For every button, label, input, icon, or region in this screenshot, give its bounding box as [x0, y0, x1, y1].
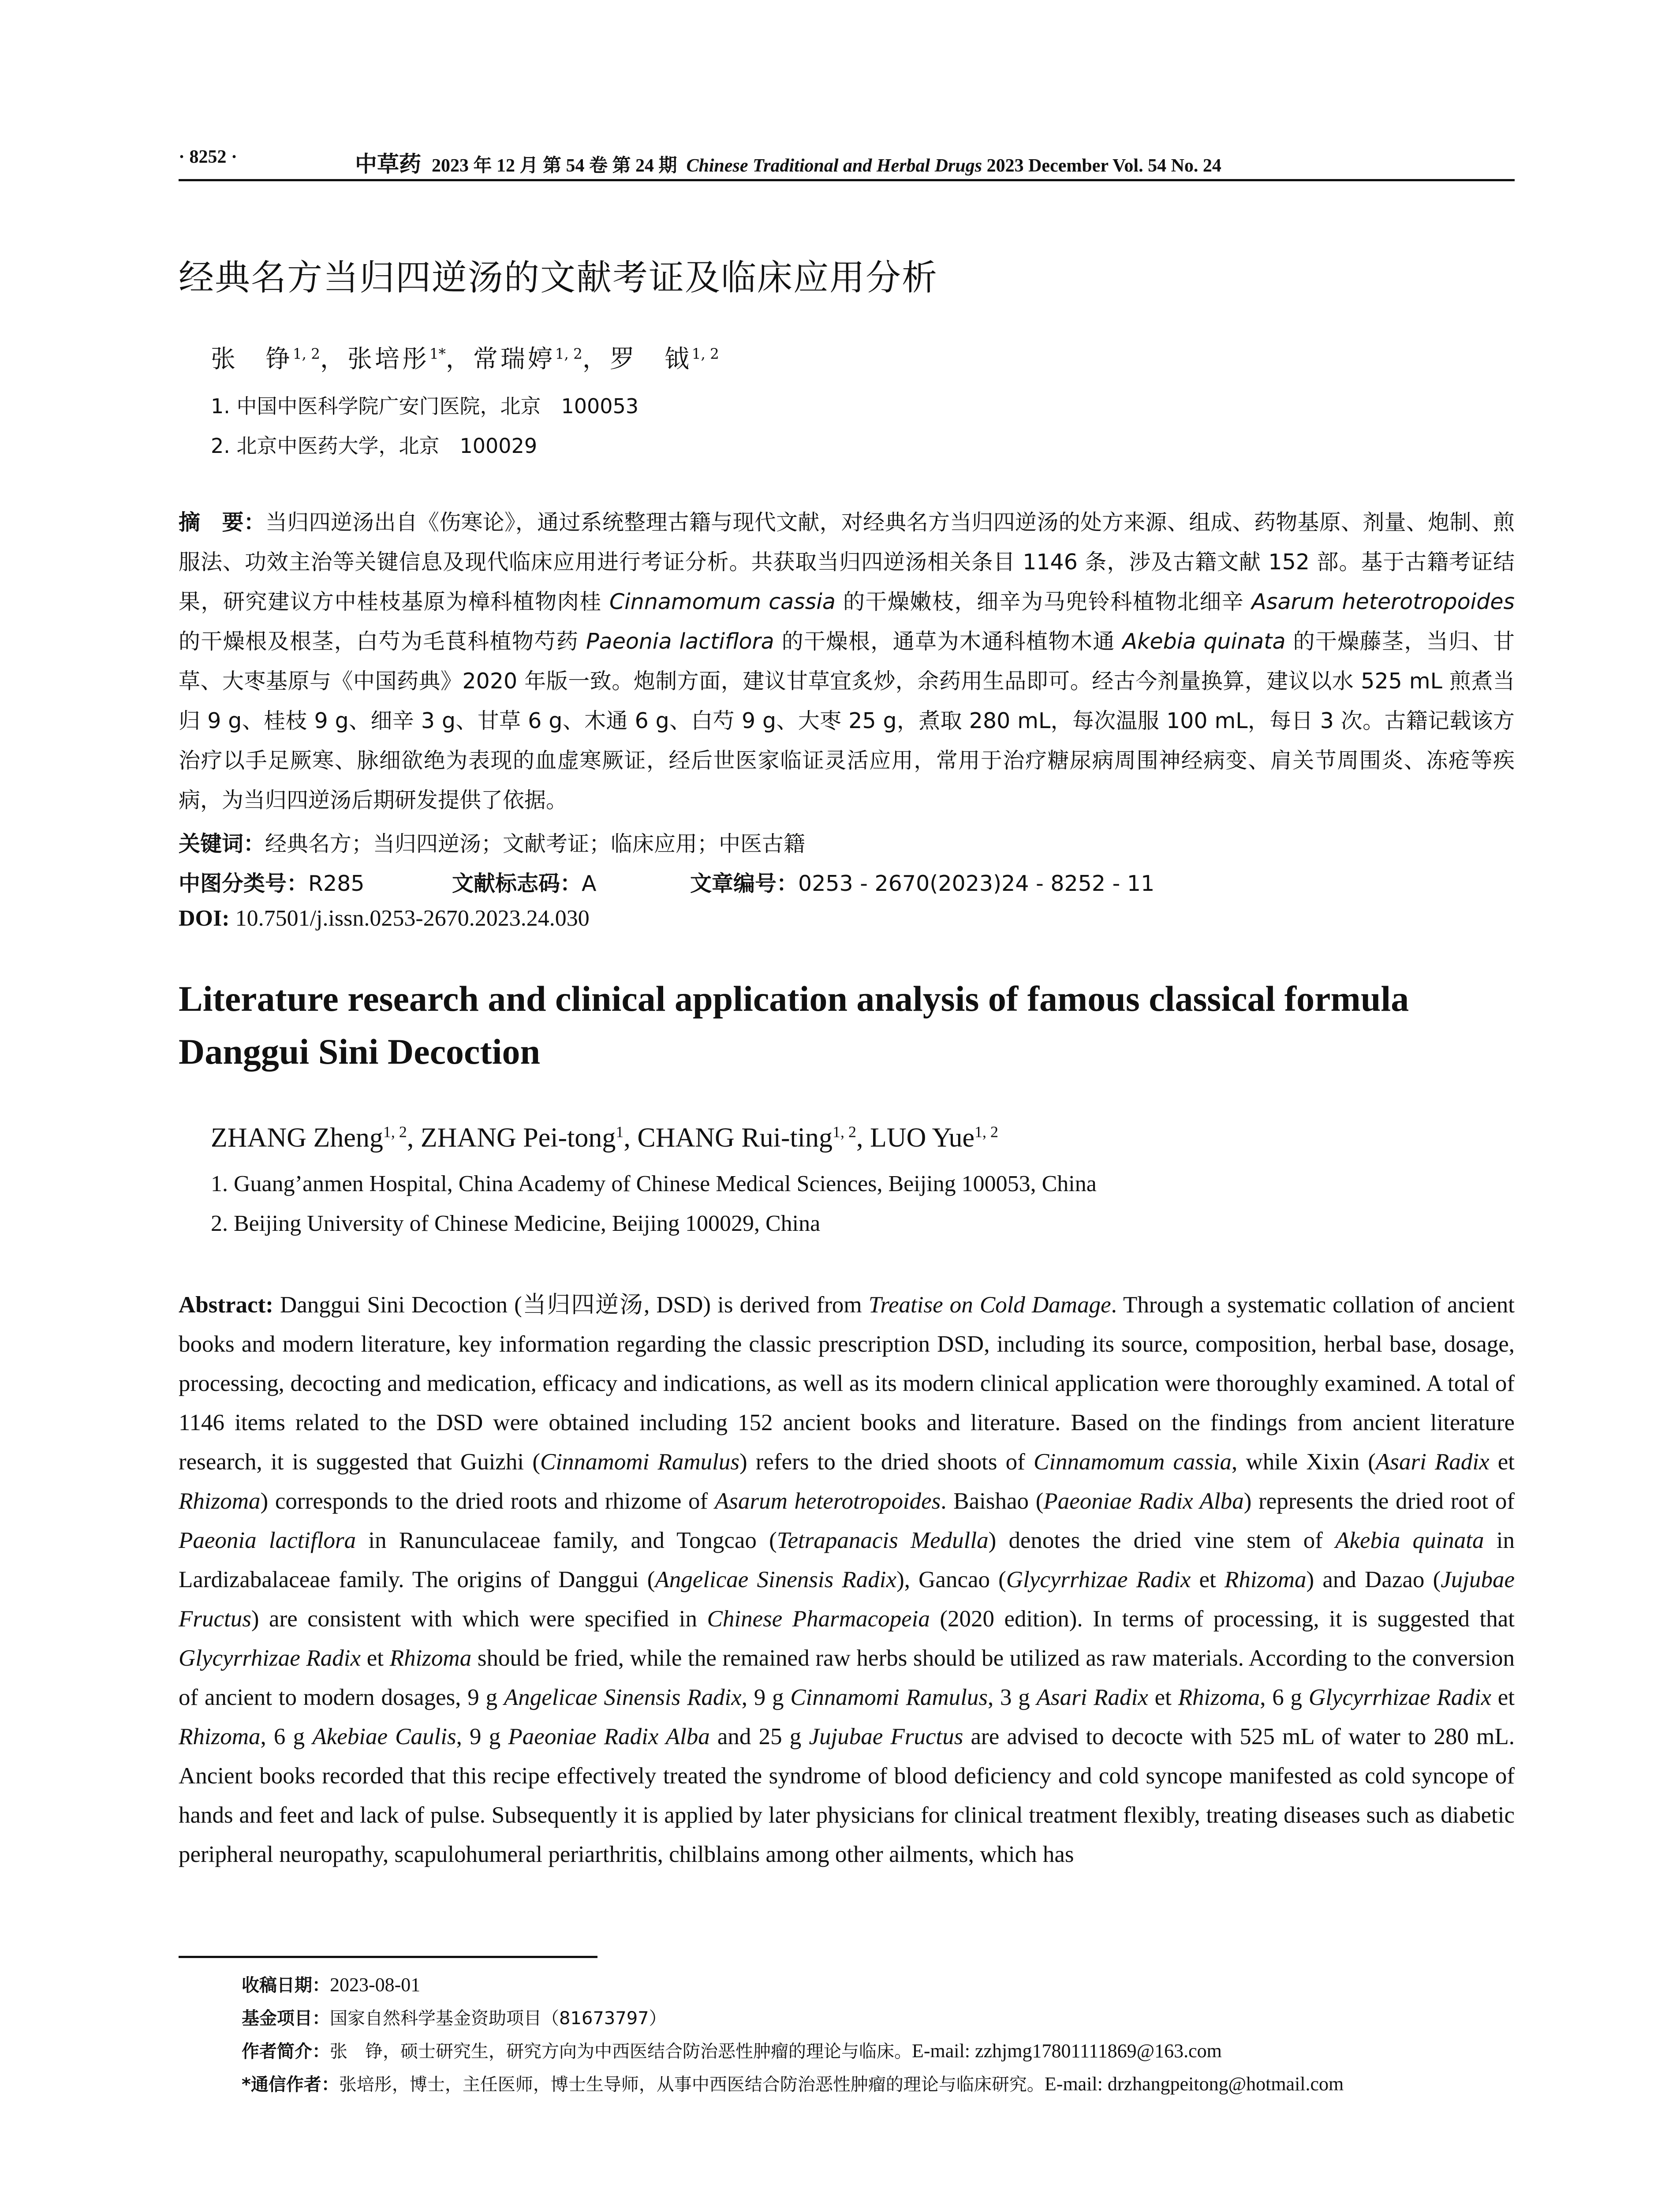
doc-code-value: A [582, 871, 597, 896]
abstract-text: ) refers to the dried shoots of [739, 1449, 1034, 1475]
abstract-italic-term: Glycyrrhizae Radix [1006, 1567, 1191, 1592]
running-header [179, 146, 1515, 181]
abstract-text: et [1491, 1685, 1515, 1710]
abstract-text: . Baishao ( [941, 1488, 1044, 1514]
affiliation-cn: 2. 北京中医药大学，北京 100029 [211, 434, 538, 458]
species-name: Cinnamomum cassia [609, 589, 836, 614]
footnote-label: 作者简介： [242, 2041, 330, 2062]
species-name: Akebia quinata [1122, 629, 1286, 654]
abstract-text: , 9 g [456, 1724, 508, 1749]
affiliation-en: 2. Beijing University of Chinese Medicine, Beijing 100029, China [211, 1211, 821, 1236]
affiliation-cn: 1. 中国中医科学院广安门医院，北京 100053 [211, 394, 639, 418]
author-email[interactable]: E-mail: zzhjmg17801111869@163.com [912, 2040, 1222, 2062]
clc-value: R285 [308, 871, 365, 896]
abstract-italic-term: Paeoniae Radix Alba [1043, 1488, 1244, 1514]
abstract-italic-term: Cinnamomi Ramulus [790, 1685, 988, 1710]
abstract-text: (2020 edition). In terms of processing, it is suggested that [930, 1606, 1515, 1632]
author-affil-mark: 1 [616, 1123, 624, 1141]
author-list-en: ZHANG Zheng$^{1, 2}$, ZHANG Pei-tong$^1$, CHANG Rui-ting$^{1, 2}$, LUO Yue$^{1, 2}$ [211, 1123, 998, 1153]
footnote-label: 基金项目： [242, 2008, 330, 2029]
abstract-text: , 6 g [1260, 1685, 1309, 1710]
author-name: CHANG Rui-ting [637, 1123, 833, 1153]
author-name: 罗 钺 [609, 345, 692, 374]
abstract-text: , while Xixin ( [1232, 1449, 1376, 1475]
footnote-received [242, 1971, 420, 1996]
abstract-text: et [361, 1645, 390, 1671]
clc-label: 中图分类号： [179, 871, 309, 896]
author-name: 张培彤 [347, 345, 429, 374]
abstract-text: ) corresponds to the dried roots and rhizome of [260, 1488, 715, 1514]
abstract-italic-term: Asari Radix [1036, 1685, 1148, 1710]
author-list-cn: 张 铮$^{1, 2}$，张培彤$^{1*}$，常瑞婷$^{1, 2}$，罗 钺$^{1, 2}$ [211, 345, 719, 374]
author-name: 张 铮 [211, 345, 293, 374]
footnote-value: 2023-08-01 [330, 1974, 421, 1996]
author-affil-mark: 1, 2 [555, 345, 582, 363]
species-name: Paeonia lactiflora [586, 629, 774, 654]
author-affil-mark: 1, 2 [833, 1123, 856, 1141]
article-title-en: Literature research and clinical application analysis of famous classical formula Danggui Sini Decoction [179, 979, 1409, 1072]
classification-row [179, 867, 1154, 897]
abstract-text: , 3 g [987, 1685, 1037, 1710]
abstract-text: . Through a systematic collation of ancient books and modern literature, key information regarding the classic prescription DSD, including its source, composition, herbal base, dosage, processing, decocting and medication, efficacy and indications, as well as its modern clinical application were thoroughly examined. A total of 1146 items related to the DSD were obtained including 152 ancient books and literature. Based on the findings from ancient literature research, it is suggested that Guizhi ( [179, 1292, 1515, 1475]
doi-link[interactable]: 10.7501/j.issn.0253-2670.2023.24.030 [235, 906, 590, 931]
abstract-italic-term: Rhizoma [1225, 1567, 1307, 1592]
article-no-label: 文章编号： [690, 871, 799, 896]
abstract-italic-term: Angelicae Sinensis Radix [655, 1567, 897, 1592]
doi-line [179, 905, 590, 931]
abstract-text: in Ranunculaceae family, and Tongcao ( [356, 1528, 777, 1553]
abstract-text: and 25 g [709, 1724, 809, 1749]
abstract-text: , 6 g [260, 1724, 313, 1749]
footnote-label: *通信作者： [242, 2074, 339, 2095]
abstract-text: ), Gancao ( [896, 1567, 1006, 1592]
article-no-value: 0253 - 2670(2023)24 - 8252 - 11 [798, 871, 1155, 896]
abstract-text: et [1191, 1567, 1225, 1592]
affiliation-en: 1. Guang’anmen Hospital, China Academy of Chinese Medical Sciences, Beijing 100053, China [211, 1171, 1097, 1196]
abstract-text: et [1489, 1449, 1515, 1475]
abstract-italic-term: Chinese Pharmacopeia [707, 1606, 930, 1632]
abstract-italic-term: Akebiae Caulis [312, 1724, 456, 1749]
author-affil-mark: 1* [429, 345, 446, 363]
abstract-italic-term: Rhizoma [179, 1724, 261, 1749]
abstract-italic-term: Angelicae Sinensis Radix [504, 1685, 742, 1710]
journal-issue-en: 2023 December Vol. 54 No. 24 [986, 156, 1221, 176]
abstract-italic-term: Rhizoma [1178, 1685, 1260, 1710]
abstract-italic-term: Akebia quinata [1335, 1528, 1484, 1553]
author-affil-mark: 1, 2 [974, 1123, 998, 1141]
abstract-text: Danggui Sini Decoction (当归四逆汤, DSD) is derived from [273, 1292, 869, 1318]
abstract-text: 的干燥嫩枝，细辛为马兜铃科植物北细辛 [835, 589, 1252, 614]
abstract-label-cn: 摘 要： [179, 510, 266, 535]
abstract-cn [179, 503, 1515, 820]
journal-name-cn: 中草药 [355, 151, 421, 177]
species-name: Asarum heterotropoides [1251, 589, 1515, 614]
footnote-value: 张培彤，博士，主任医师，博士生导师，从事中西医结合防治恶性肿瘤的理论与临床研究。 [339, 2074, 1045, 2095]
abstract-italic-term: Asarum heterotropoides [714, 1488, 941, 1514]
author-affil-mark: 1, 2 [383, 1123, 407, 1141]
keywords-text: 经典名方；当归四逆汤；文献考证；临床应用；中医古籍 [265, 831, 806, 856]
abstract-text: ) and Dazao ( [1306, 1567, 1441, 1592]
abstract-italic-term: Glycyrrhizae Radix [179, 1645, 361, 1671]
abstract-text: et [1148, 1685, 1178, 1710]
author-name: LUO Yue [870, 1123, 974, 1153]
author-name: 常瑞婷 [473, 345, 555, 374]
author-name: ZHANG Zheng [211, 1123, 383, 1153]
abstract-text: ) denotes the dried vine stem of [988, 1528, 1336, 1553]
abstract-italic-term: Cinnamomum cassia [1033, 1449, 1232, 1475]
doc-code-label: 文献标志码： [452, 871, 582, 896]
abstract-italic-term: Glycyrrhizae Radix [1308, 1685, 1491, 1710]
journal-name-en: Chinese Traditional and Herbal Drugs [686, 156, 982, 176]
abstract-text: ) are consistent with which were specified in [251, 1606, 707, 1632]
page-number: · 8252 · [179, 147, 238, 167]
footnote-author-bio [242, 2037, 1222, 2063]
abstract-en [179, 1286, 1515, 1874]
abstract-italic-term: Tetrapanacis Medulla [777, 1528, 989, 1553]
corresponding-email[interactable]: E-mail: drzhangpeitong@hotmail.com [1044, 2073, 1344, 2095]
footnote-value: 国家自然科学基金资助项目（81673797） [330, 2008, 667, 2029]
abstract-italic-term: Jujubae Fructus [809, 1724, 963, 1749]
keywords-cn [179, 827, 805, 858]
abstract-italic-term: Cinnamomi Ramulus [540, 1449, 740, 1475]
footnote-value: 张 铮，硕士研究生，研究方向为中西医结合防治恶性肿瘤的理论与临床。 [330, 2041, 912, 2062]
footnote-divider [179, 1956, 597, 1958]
abstract-italic-term: Paeonia lactiflora [179, 1528, 356, 1553]
doi-label: DOI: [179, 906, 230, 931]
article-title-cn: 经典名方当归四逆汤的文献考证及临床应用分析 [179, 257, 938, 298]
abstract-text: should be fried, while the remained raw herbs should be utilized as raw materials. According to the conversion of ancient to modern dosages, 9 g [179, 1645, 1515, 1710]
abstract-text: 当归四逆汤出自《伤寒论》，通过系统整理古籍与现代文献，对经典名方当归四逆汤的处方来源、组成、药物基原、剂量、炮制、煎服法、功效主治等关键信息及现代临床应用进行考证分析。共获取当归四逆汤相关条目 1146 条，涉及古籍文献 152 部。基于古籍考证结果，研究建议方中桂枝基原为樟科植物肉桂 [179, 510, 1515, 614]
footnote-corresponding [242, 2070, 1344, 2096]
abstract-italic-term: Treatise on Cold Damage [868, 1292, 1111, 1318]
abstract-text: , 9 g [741, 1685, 791, 1710]
footnote-label: 收稿日期： [242, 1975, 330, 1996]
abstract-italic-term: Paeoniae Radix Alba [508, 1724, 710, 1749]
journal-info [355, 146, 1221, 178]
author-affil-mark: 1, 2 [293, 345, 320, 363]
abstract-text: 的干燥根，通草为木通科植物木通 [774, 629, 1123, 654]
abstract-text: 的干燥藤茎，当归、甘草、大枣基原与《中国药典》2020 年版一致。炮制方面，建议甘草宜炙炒，余药用生品即可。经古今剂量换算，建议以水 525 mL 煎煮当归 9 g、桂枝 9 g、细辛 3 g、甘草 6 g、木通 6 g、白芍 9 g、大枣 25 g，煮取 280 mL，每次温服 100 mL，每日 3 次。古籍记载该方治疗以手足厥寒、脉细欲绝为表现的血虚寒厥证，经后世医家临证灵活应用，常用于治疗糖尿病周围神经病变、肩关节周围炎、冻疮等疾病，为当归四逆汤后期研发提供了依据。 [179, 629, 1515, 813]
abstract-italic-term: Rhizoma [179, 1488, 261, 1514]
journal-issue-cn: 2023 年 12 月 第 54 卷 第 24 期 [432, 156, 677, 176]
abstract-text: are advised to decocte with 525 mL of water to 280 mL. Ancient books recorded that this recipe effectively treated the syndrome of blood deficiency and cold syncope manifested as cold syncope of hands and feet and lack of pulse. Subsequently it is applied by later physicians for clinical treatment flexibly, treating diseases such as diabetic peripheral neuropathy, scapulohumeral periarthritis, chilblains among other ailments, which has [179, 1724, 1515, 1867]
abstract-text: 的干燥根及根茎，白芍为毛茛科植物芍药 [179, 629, 586, 654]
abstract-italic-term: Asari Radix [1375, 1449, 1490, 1475]
abstract-italic-term: Rhizoma [389, 1645, 472, 1671]
abstract-text: in Lardizabalaceae family. The origins of Danggui ( [179, 1528, 1515, 1592]
abstract-text: ) represents the dried root of [1243, 1488, 1515, 1514]
abstract-label-en: Abstract: [179, 1292, 273, 1318]
author-affil-mark: 1, 2 [691, 345, 719, 363]
abstract-italic-term: Jujubae Fructus [179, 1567, 1515, 1632]
author-name: ZHANG Pei-tong [420, 1123, 616, 1153]
keywords-label: 关键词： [179, 831, 265, 856]
footnote-fund [242, 2004, 667, 2029]
